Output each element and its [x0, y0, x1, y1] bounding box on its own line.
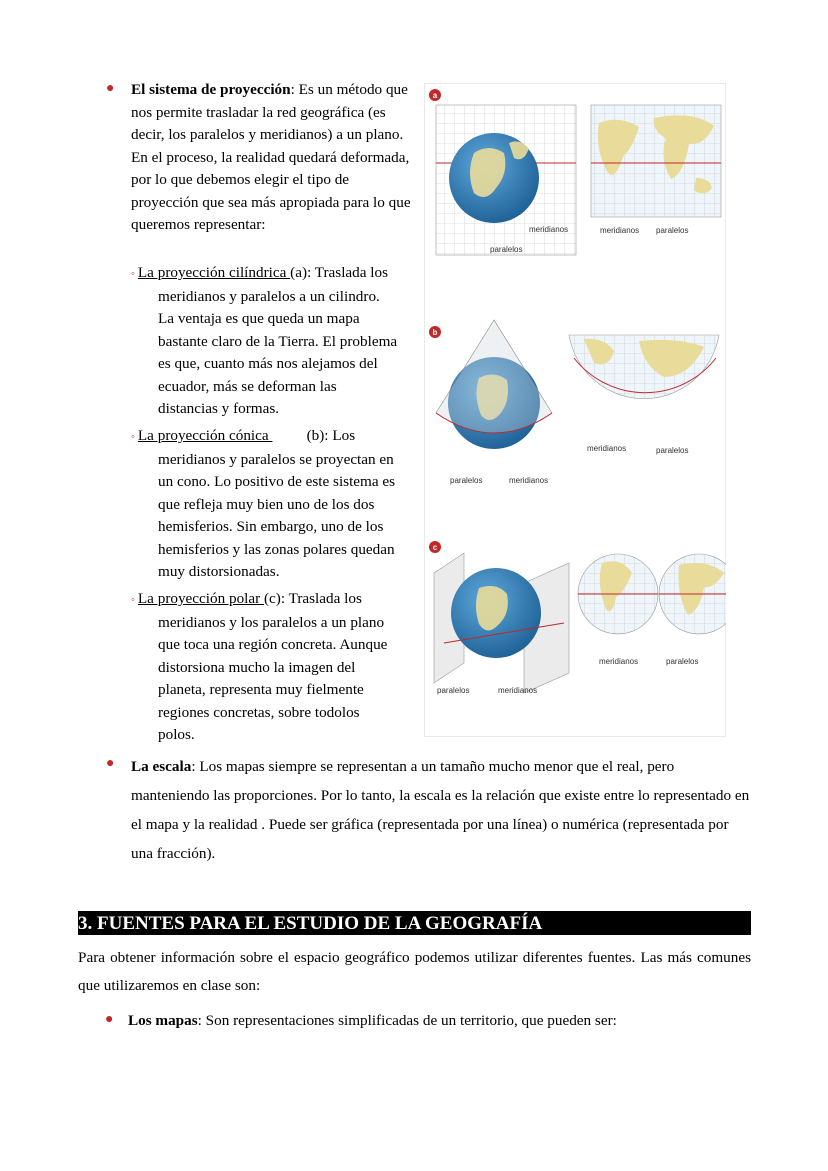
label-a-meridianos-2: meridianos — [600, 226, 640, 235]
section-intro: Para obtener información sobre el espacio geográfico podemos utilizar diferentes fuentes. Las más comunes que utilizaremos en clase son: — [78, 949, 751, 994]
label-b-paralelos-1: paralelos — [656, 446, 689, 455]
scale-paragraph — [131, 752, 751, 868]
projection-text: : Es un método que nos permite trasladar la red geográfica (es decir, los paralelos y meridianos) a un plano. En el proceso, la realidad quedará deformada, por lo que debemos elegir el tipo de proyección que sea más apropiada para lo que queremos representar: — [131, 81, 411, 233]
projection-paragraph — [131, 79, 413, 237]
label-c-paralelos-2: paralelos — [437, 686, 470, 695]
label-a-paralelos-2: paralelos — [490, 245, 523, 254]
badge-a-label: a — [432, 91, 438, 100]
label-c-meridianos-1: meridianos — [599, 657, 639, 666]
cylindrical-term: La proyección cilíndrica — [137, 264, 291, 281]
polar-term: La proyección polar — [137, 590, 264, 607]
sub-item-conical — [131, 425, 399, 584]
maps-text: : Son representaciones simplificadas de un territorio, que pueden ser: — [197, 1012, 617, 1029]
badge-b-label: b — [432, 328, 438, 337]
label-a-meridianos-1: meridianos — [529, 225, 569, 234]
conical-term: La proyección cónica — [137, 427, 273, 444]
sub-bullet: ◦ — [131, 431, 135, 443]
conical-text: (b): Los meridianos y paralelos se proyectan en un cono. Lo positivo de este sistema es que refleja muy bien uno de los dos hemisferios. Sin embargo, uno de los hemisferios y las zonas polares quedan muy distorsionadas. — [158, 427, 399, 580]
panel-cylindrical — [429, 89, 721, 255]
projection-figure — [424, 83, 726, 737]
sub-item-cylindrical — [131, 262, 399, 421]
bullet-projection: ● — [106, 81, 115, 96]
bullet-maps: ● — [105, 1012, 114, 1027]
label-c-paralelos-1: paralelos — [666, 657, 699, 666]
maps-paragraph — [128, 1010, 748, 1032]
label-b-paralelos-2: paralelos — [450, 476, 483, 485]
projection-term: El sistema de proyección — [131, 81, 291, 98]
sub-item-polar — [131, 588, 399, 747]
sub-bullet: ◦ — [131, 268, 135, 280]
badge-c-label: c — [432, 543, 438, 552]
label-b-meridianos-1: meridianos — [587, 444, 627, 453]
polar-text: (c): Traslada los meridianos y los paralelos a un plano que toca una región concreta. Aunque distorsiona mucho la imagen del planeta, representa muy fielmente regiones concretas, sobre todolos polos. — [158, 590, 388, 743]
maps-term: Los mapas — [128, 1012, 198, 1029]
label-c-meridianos-2: meridianos — [498, 686, 538, 695]
sub-bullet: ◦ — [131, 594, 135, 606]
cylindrical-text: (a): Traslada los meridianos y paralelos a un cilindro. La ventaja es que queda un mapa bastante claro de la Tierra. El problema es que, cuanto más nos alejamos del ecuador, más se deforman las distancias y formas. — [158, 264, 398, 417]
section-heading: 3. FUENTES PARA EL ESTUDIO DE LA GEOGRAFÍA — [78, 911, 751, 935]
bullet-scale: ● — [106, 756, 115, 771]
scale-text: : Los mapas siempre se representan a un tamaño mucho menor que el real, pero manteniendo las proporciones. Por lo tanto, la escala es la relación que existe entre lo representado en el mapa y la realidad . Puede ser gráfica (representada por una línea) o numérica (representada por una fracción). — [131, 758, 750, 862]
label-b-meridianos-2: meridianos — [509, 476, 549, 485]
label-a-paralelos-1: paralelos — [656, 226, 689, 235]
scale-term: La escala — [131, 758, 192, 775]
